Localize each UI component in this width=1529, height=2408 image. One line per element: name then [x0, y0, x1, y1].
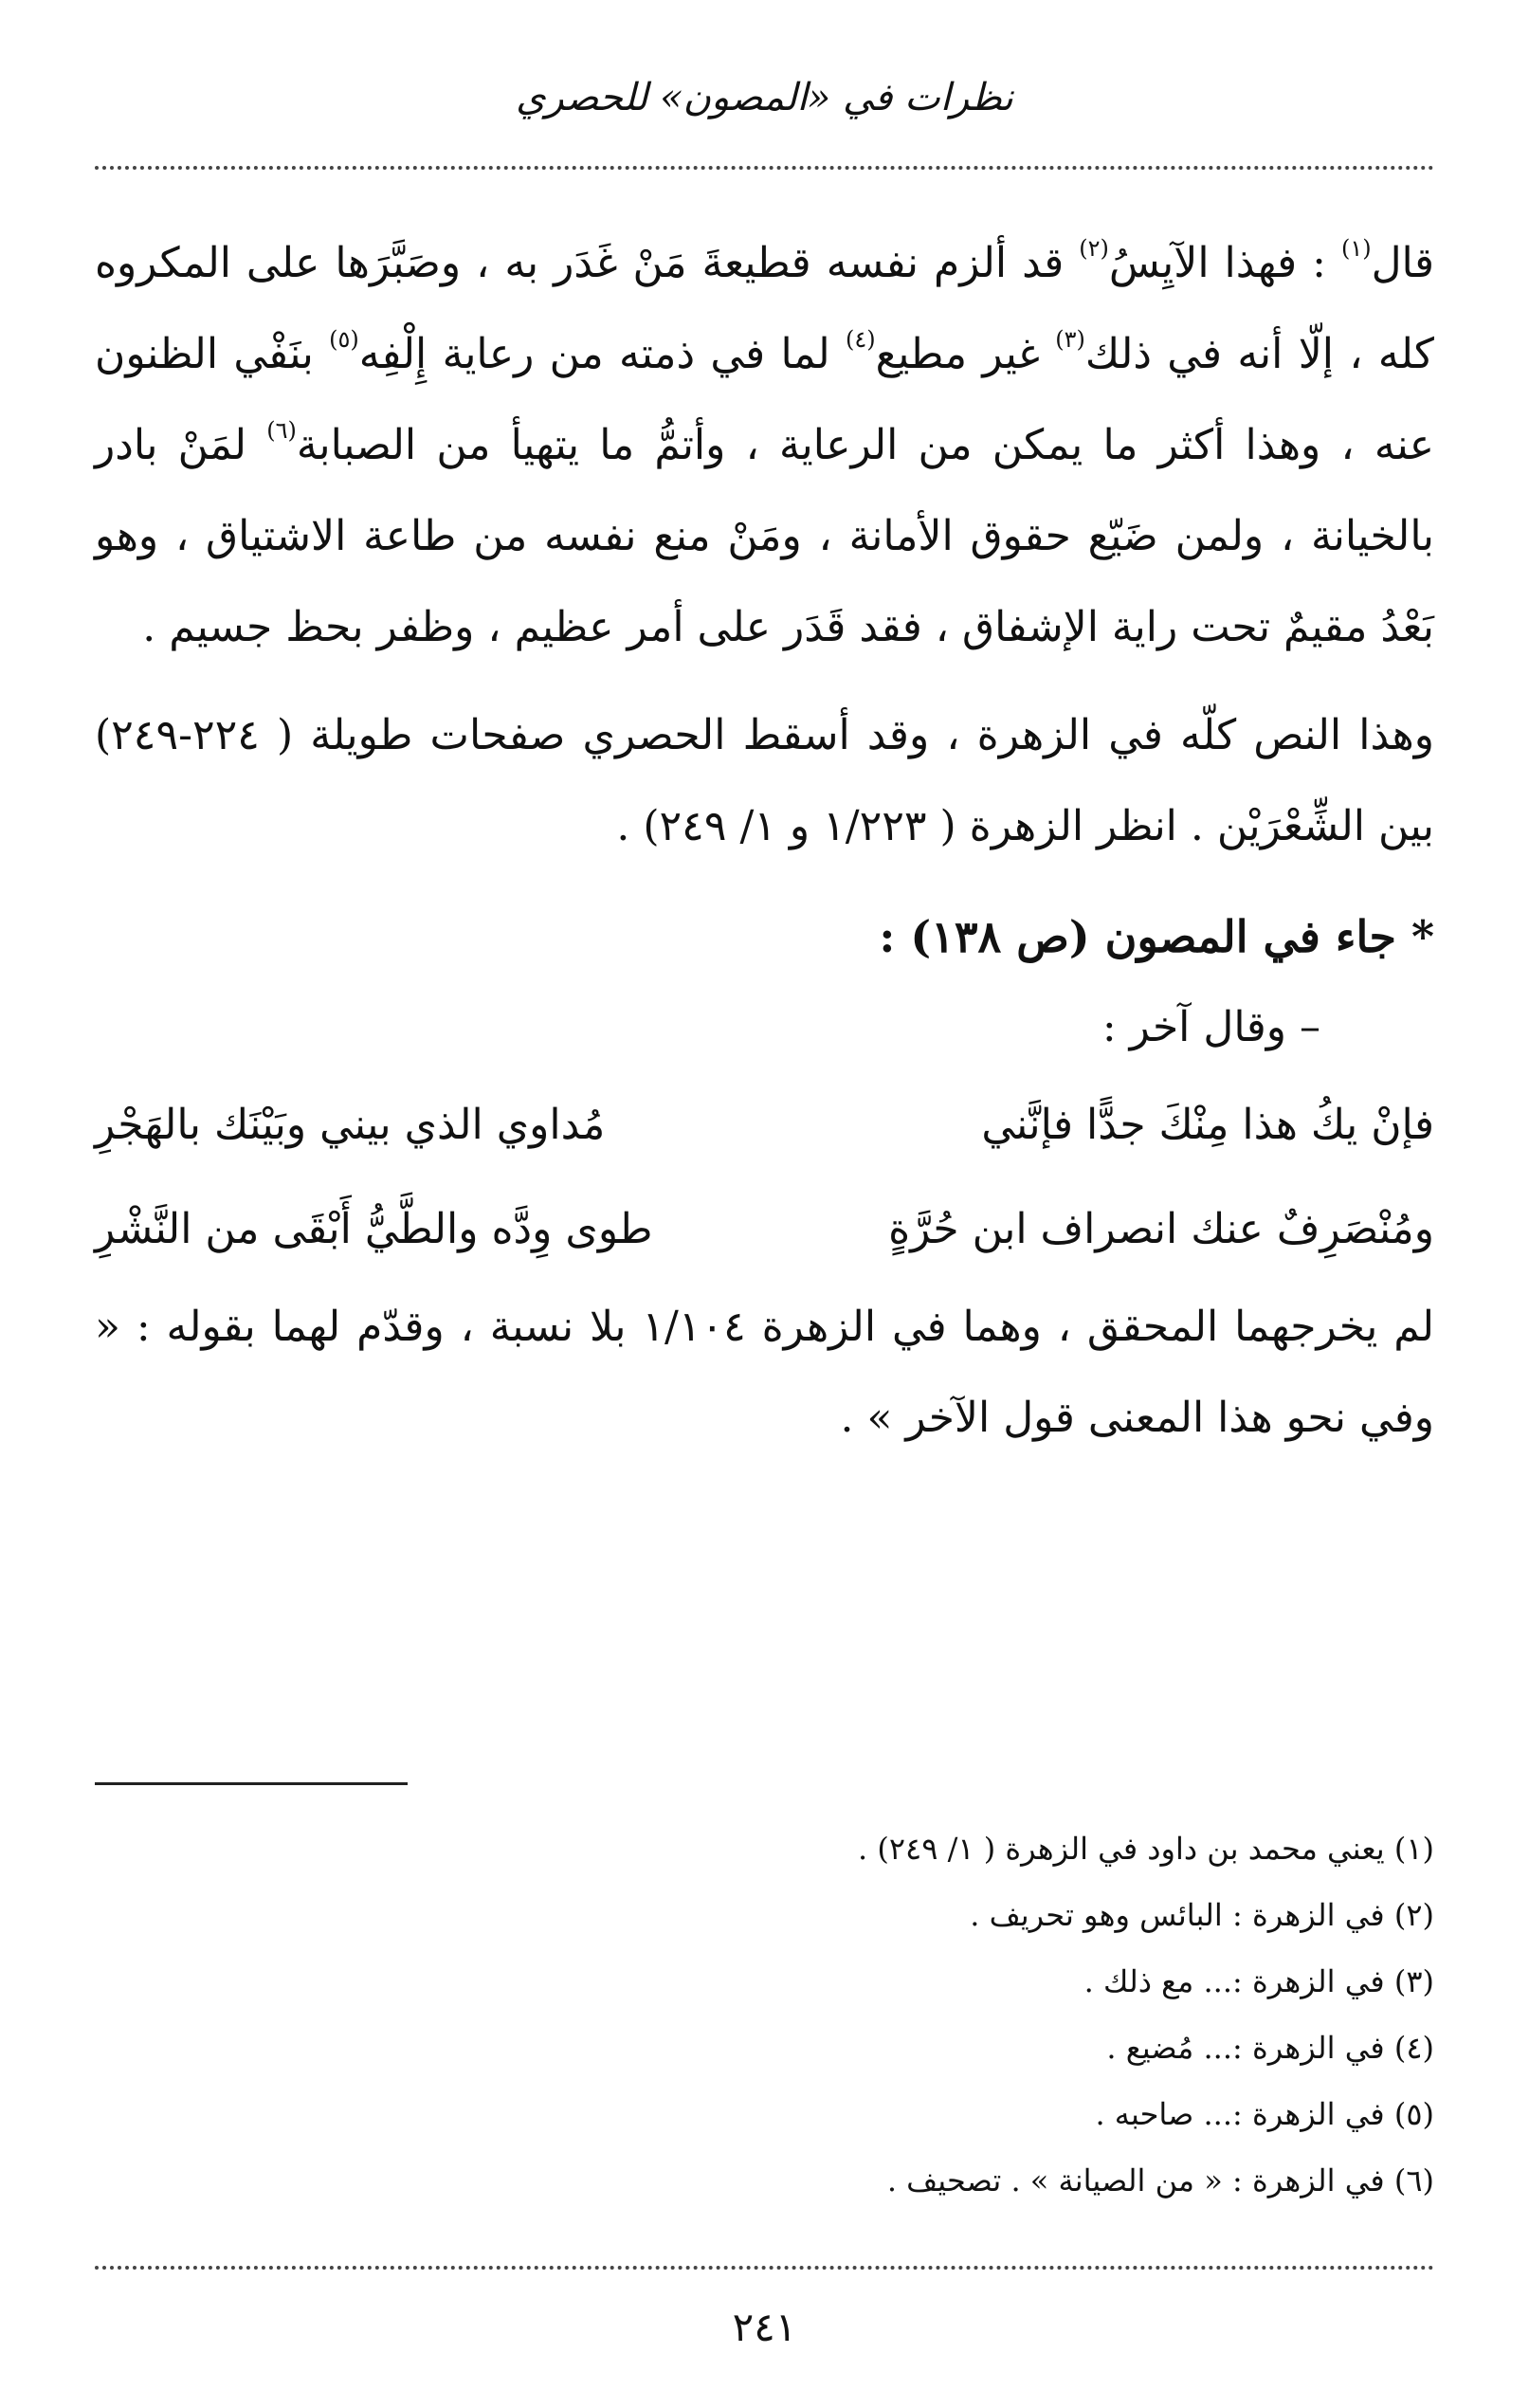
footnote-item: (١) يعني محمد بن داود في الزهرة ( ١/ ٢٤٩) . [858, 1831, 1434, 1867]
footnote-item: (٦) في الزهرة : « من الصيانة » . تصحيف . [886, 2162, 1434, 2198]
verse-hemistich-first: فإنْ يكُ هذا مِنْكَ جدًّا فإنَّني [981, 1101, 1434, 1149]
text-run: قد ألزم نفسه قطيعةَ مَنْ غَدَر به ، وصَبَّرَها على المكروه كله ، إلّا أنه في ذلك [95, 239, 1434, 378]
verse-hemistich-second: مُداوي الذي بيني وبَيْنَك بالهَجْرِ [95, 1101, 606, 1149]
running-header: نظرات في «المصون» للحصري [516, 76, 1013, 119]
text-run: غير مطيع [875, 330, 1056, 378]
verse-line [95, 1073, 1434, 1177]
text-run: لمَنْ بادر بالخيانة ، ولمن ضَيّع حقوق الأمانة ، ومَنْ منع نفسه من طاعة الاشتياق ، وهو بَعْدُ مقيمٌ تحت راية الإشفاق ، فقد قَدَر على أمر عظيم ، وظفر بحظ جسيم . [95, 421, 1434, 651]
footnote-item: (٢) في الزهرة : البائس وهو تحريف . [970, 1897, 1434, 1933]
main-text [95, 218, 1434, 1464]
page-number: ٢٤١ [732, 2304, 797, 2350]
section-heading: * جاء في المصون (ص ١٣٨) : [879, 911, 1434, 962]
poem-intro: – وقال آخر : [1101, 1003, 1320, 1051]
footnote-ref-2[interactable]: (٢) [1079, 235, 1109, 262]
footnote-item: (٤) في الزهرة :... مُضيع . [1106, 2030, 1434, 2066]
footnote-ref-4[interactable]: (٤) [846, 326, 876, 353]
footnotes [95, 1815, 1434, 2214]
verse-line [95, 1177, 1434, 1282]
footnote-ref-3[interactable]: (٣) [1055, 326, 1085, 353]
footnote-ref-6[interactable]: (٦) [266, 417, 297, 444]
footer-divider [95, 2266, 1434, 2270]
footnote-item: (٣) في الزهرة :... مع ذلك . [1083, 1963, 1434, 1999]
book-page [95, 57, 1434, 2370]
footnote-ref-5[interactable]: (٥) [329, 326, 359, 353]
text-run: قال [1371, 239, 1434, 287]
footnote-separator [95, 1782, 408, 1785]
paragraph-note: وهذا النص كلّه في الزهرة ، وقد أسقط الحصري صفحات طويلة ( ٢٢٤-٢٤٩) بين الشِّعْرَيْن . انظر الزهرة ( ١/٢٢٣ و ١/ ٢٤٩) . [95, 711, 1434, 850]
footnote-ref-1[interactable]: (١) [1340, 235, 1372, 262]
header-divider [95, 166, 1434, 170]
verse-hemistich-second: طوى وِدَّه والطَّيُّ أَبْقَى من النَّشْرِ [95, 1205, 653, 1253]
text-run: بنَفْي الظنون عنه ، وهذا أكثر ما يمكن من الرعاية ، وأتمُّ ما يتهيأ من الصبابة [95, 330, 1434, 469]
footnote-item: (٥) في الزهرة :... صاحبه . [1095, 2096, 1434, 2132]
text-run: : فهذا الآيِسُ [1108, 239, 1341, 287]
paragraph-quote [95, 218, 1434, 673]
verse-hemistich-first: ومُنْصَرِفٌ عنك انصراف ابن حُرَّةٍ [888, 1205, 1434, 1253]
paragraph-comment: لم يخرجهما المحقق ، وهما في الزهرة ١/١٠٤ بلا نسبة ، وقدّم لهما بقوله : « وفي نحو هذا المعنى قول الآخر » . [95, 1303, 1434, 1442]
text-run: لما في ذمته من رعاية إِلْفِه [358, 330, 846, 378]
